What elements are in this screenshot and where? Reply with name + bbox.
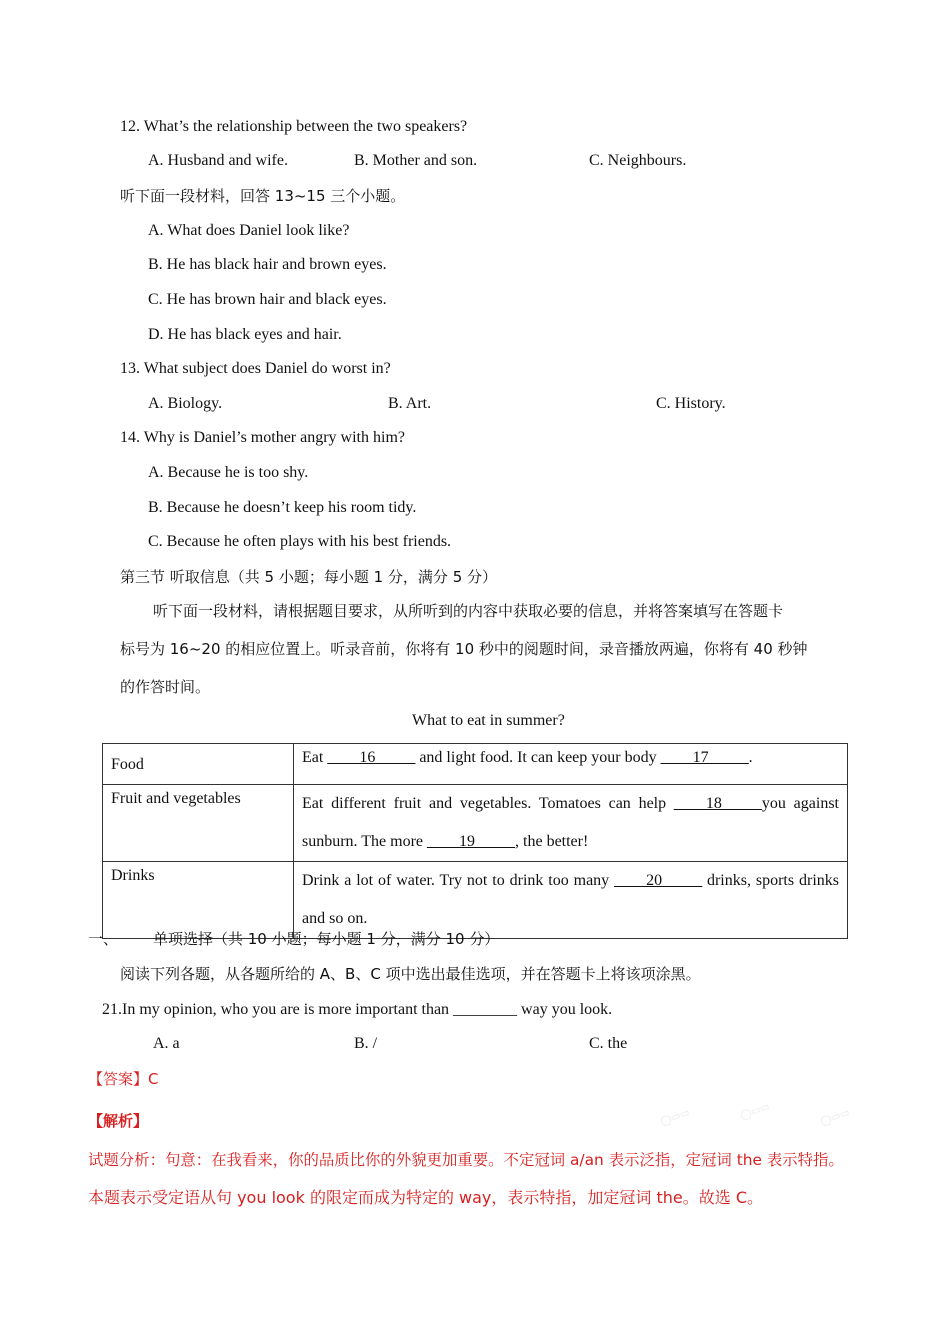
row-content [294,744,848,785]
watermark-mark: ◯▭▭ [659,1107,692,1128]
row-text: Eat [302,749,328,766]
row-label: Fruit and vegetables [103,785,294,862]
watermark-mark: ◯▭▭ [739,1101,772,1122]
blank-20: ____20_____ [614,872,703,889]
q13-option-b: B. Art. [388,395,432,412]
info-table [102,743,848,939]
q14-option-c: C. Because he often plays with his best friends. [148,533,452,550]
section3-instruction-line1: 听下面一段材料，请根据题目要求，从所听到的内容中获取必要的信息，并将答案填写在答题卡 [153,602,784,620]
blank-16: ____16_____ [327,749,416,766]
row-label: Food [103,744,294,785]
q13-option-c: C. History. [656,395,726,412]
blank-17: ____17_____ [660,749,749,766]
table-row [103,785,848,862]
q14-option-a: A. Because he is too shy. [148,464,309,481]
row-content [294,862,848,939]
table-row [103,862,848,939]
part1-instruction: 阅读下列各题，从各题所给的 A、B、C 项中选出最佳选项，并在答题卡上将该项涂黑。 [120,965,701,983]
row-text: , the better! [515,833,589,850]
daniel-option-c: C. He has brown hair and black eyes. [148,291,387,308]
q12-option-b: B. Mother and son. [354,152,478,169]
table-caption: What to eat in summer? [412,712,565,729]
watermark-mark: ◯▭▭ [819,1107,852,1128]
blank-19: ____19_____ [427,833,516,850]
analysis-line2: 本题表示受定语从句 you look 的限定而成为特定的 way，表示特指，加定冠词 the。故选 C。 [88,1188,763,1207]
row-label: Drinks [103,862,294,939]
q14-option-b: B. Because he doesn’t keep his room tidy. [148,499,417,516]
part1-heading: 单项选择（共 10 小题；每小题 1 分，满分 10 分） [153,930,500,948]
row-text: and light food. It can keep your body [415,749,661,766]
section3-instruction-line3: 的作答时间。 [120,678,211,696]
answer-label: 【答案】C [88,1070,159,1088]
q12-stem: 12. What’s the relationship between the two speakers? [120,118,468,135]
row-text: you against sunburn. The more [302,795,839,850]
analysis-line1: 试题分析：句意：在我看来，你的品质比你的外貌更加重要。不定冠词 a/an 表示泛指，定冠词 the 表示特指。 [88,1151,844,1169]
table-row [103,744,848,785]
row-text: Drink a lot of water. Try not to drink too many [302,872,615,889]
blank-18: ____18_____ [673,795,762,812]
q13-option-a: A. Biology. [148,395,223,412]
section3-title: 第三节 听取信息（共 5 小题；每小题 1 分，满分 5 分） [120,568,498,586]
q13-stem: 13. What subject does Daniel do worst in? [120,360,391,377]
part1-heading-number: 一、 [88,930,119,948]
q21-option-a: A. a [153,1035,180,1052]
row-text: Eat different fruit and vegetables. Tomatoes can help [302,795,674,812]
daniel-option-d: D. He has black eyes and hair. [148,326,342,343]
q12-option-a: A. Husband and wife. [148,152,288,169]
q12-option-c: C. Neighbours. [589,152,687,169]
row-content [294,785,848,862]
section3-instruction-line2: 标号为 16~20 的相应位置上。听录音前，你将有 10 秒中的阅题时间，录音播放两遍，你将有 40 秒钟 [120,640,808,658]
intro-13-15: 听下面一段材料，回答 13~15 三个小题。 [120,187,406,205]
q21-option-b: B. / [354,1035,378,1052]
row-text: . [748,749,753,766]
daniel-option-b: B. He has black hair and brown eyes. [148,256,387,273]
daniel-option-a: A. What does Daniel look like? [148,222,350,239]
row-text: drinks, sports drinks and so on. [302,872,839,927]
q14-stem: 14. Why is Daniel’s mother angry with him? [120,429,405,446]
q21-option-c: C. the [589,1035,628,1052]
analysis-label: 【解析】 [88,1112,149,1130]
q21-stem: 21.In my opinion, who you are is more important than ________ way you look. [102,1001,613,1018]
